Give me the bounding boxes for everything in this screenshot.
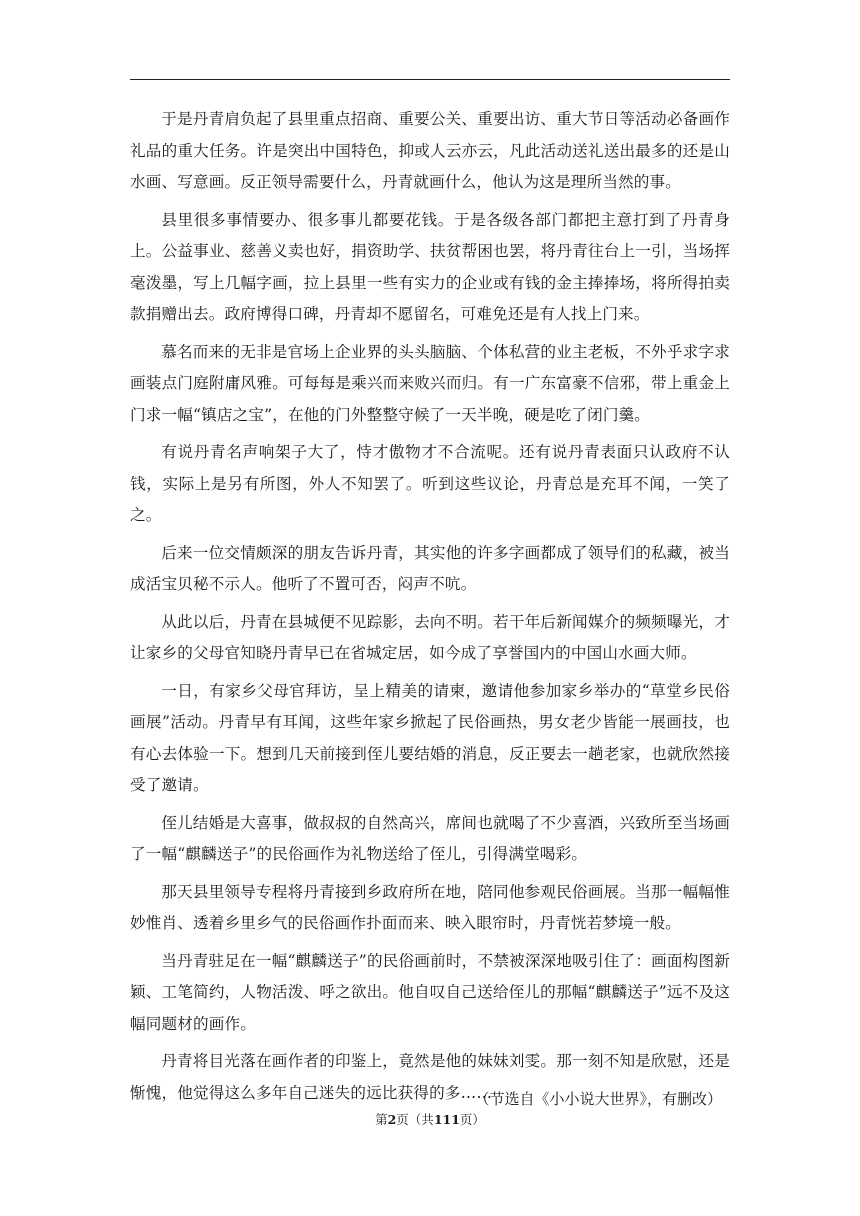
page-footer	[0, 1110, 860, 1130]
paragraph: 那天县里领导专程将丹青接到乡政府所在地，陪同他参观民俗画展。当那一幅幅惟妙惟肖、透着乡里乡气的民俗画作扑面而来、映入眼帘时，丹青恍若梦境一般。	[130, 882, 730, 932]
paragraph: 于是丹青肩负起了县里重点招商、重要公关、重要出访、重大节日等活动必备画作礼品的重大任务。许是突出中国特色，抑或人云亦云，凡此活动送礼送出最多的还是山水画、写意画。反正领导需要什么，丹青就画什么，他认为这是理所当然的事。	[130, 110, 730, 191]
footer-middle: 页（共	[396, 1112, 434, 1127]
footer-suffix: 页）	[459, 1112, 485, 1127]
paragraph: 慕名而来的无非是官场上企业界的头头脑脑、个体私营的业主老板，不外乎求字求画装点门庭附庸风雅。可每每是乘兴而来败兴而归。有一广东富豪不信邪，带上重金上门求一幅“镇店之宝”，在他的门外整整守候了一天半晚，硬是吃了闭门羹。	[130, 342, 730, 424]
paragraph: 丹青将目光落在画作者的印鉴上，竟然是他的妹妹刘雯。那一刻不知是欣慰，还是惭愧，他觉得这么多年自己迷失的远比获得的多……	[130, 1052, 730, 1102]
paragraph: 一日，有家乡父母官拜访，呈上精美的请柬，邀请他参加家乡举办的“草堂乡民俗画展”活动。丹青早有耳闻，这些年家乡掀起了民俗画热，男女老少皆能一展画技，也有心去体验一下。想到几天前接到侄儿要结婚的消息，反正要去一趟老家，也就欣然接受了邀请。	[130, 681, 730, 794]
source-note: （节选自《小小说大世界》，有删改）	[474, 1090, 722, 1108]
paragraph: 县里很多事情要办、很多事儿都要花钱。于是各级各部门都把主意打到了丹青身上。公益事业、慈善义卖也好，捐资助学、扶贫帮困也罢，将丹青往台上一引，当场挥毫泼墨，写上几幅字画，拉上县里一些有实力的企业或有钱的金主捧捧场，将所得拍卖款捐赠出去。政府博得口碑，丹青却不愿留名，可难免还是有人找上门来。	[130, 210, 730, 323]
top-rule	[130, 79, 730, 80]
paragraph: 侄儿结婚是大喜事，做叔叔的自然高兴，席间也就喝了不少喜酒，兴致所至当场画了一幅“麒麟送子”的民俗画作为礼物送给了侄儿，引得满堂喝彩。	[130, 813, 730, 863]
paragraph: 当丹青驻足在一幅“麒麟送子”的民俗画前时，不禁被深深地吸引住了：画面构图新颖、工笔简约，人物活泼、呼之欲出。他自叹自己送给侄儿的那幅“麒麟送子”远不及这幅同题材的画作。	[130, 951, 730, 1033]
paragraph: 后来一位交情颇深的朋友告诉丹青，其实他的许多字画都成了领导们的私藏，被当成活宝贝秘不示人。他听了不置可否，闷声不吭。	[130, 543, 730, 593]
paragraph: 从此以后，丹青在县城便不见踪影，去向不明。若干年后新闻媒介的频频曝光，才让家乡的父母官知晓丹青早已在省城定居，如今成了享誉国内的中国山水画大师。	[130, 612, 730, 662]
paragraph: 有说丹青名声响架子大了，恃才傲物才不合流呢。还有说丹青表面只认政府不认钱，实际上是另有所图，外人不知罢了。听到这些议论，丹青总是充耳不闻，一笑了之。	[130, 443, 730, 524]
total-pages: 111	[433, 1112, 460, 1127]
article-body	[130, 104, 730, 1115]
page-number: 2	[387, 1112, 397, 1127]
footer-prefix: 第	[375, 1112, 388, 1127]
